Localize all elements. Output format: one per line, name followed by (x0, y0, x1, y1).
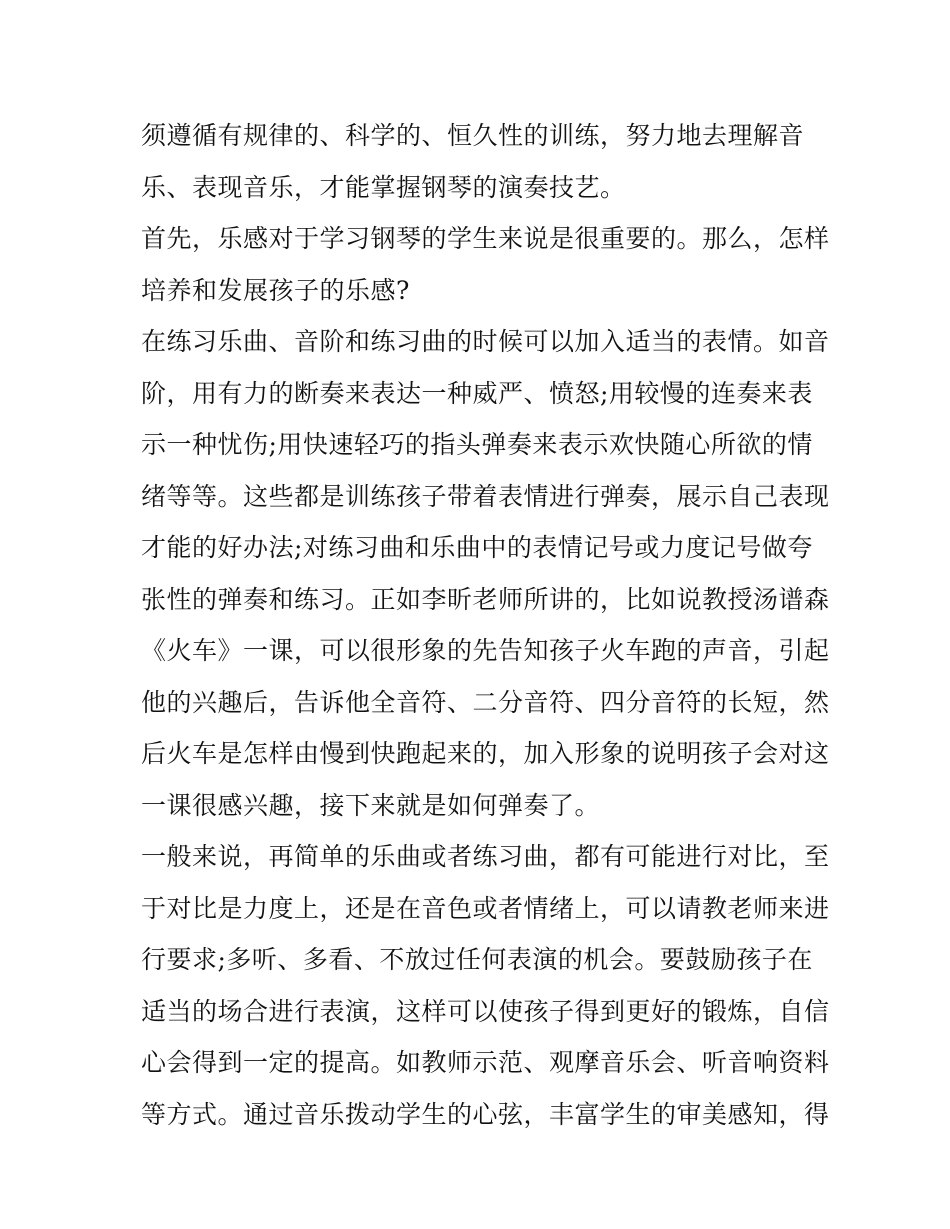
text-line: 他的兴趣后，告诉他全音符、二分音符、四分音符的长短，然 (141, 687, 830, 717)
text-line: 绪等等。这些都是训练孩子带着表情进行弹奏，展示自己表现 (141, 481, 830, 511)
text-line: 于对比是力度上，还是在音色或者情绪上，可以请教老师来进 (141, 893, 830, 923)
text-line: 后火车是怎样由慢到快跑起来的，加入形象的说明孩子会对这 (141, 739, 830, 768)
text-line: 心会得到一定的提高。如教师示范、观摩音乐会、听音响资料 (141, 1048, 830, 1077)
text-line: 在练习乐曲、音阶和练习曲的时候可以加入适当的表情。如音 (141, 327, 830, 356)
text-line: 行要求;多听、多看、不放过任何表演的机会。要鼓励孩子在 (141, 945, 813, 974)
text-line: 适当的场合进行表演，这样可以使孩子得到更好的锻炼，自信 (141, 996, 830, 1026)
text-line: 乐、表现音乐，才能掌握钢琴的演奏技艺。 (141, 172, 626, 202)
text-line: 示一种忧伤;用快速轻巧的指头弹奏来表示欢快随心所欲的情 (141, 430, 813, 459)
text-line: 《火车》一课，可以很形象的先告知孩子火车跑的声音，引起 (141, 636, 830, 665)
text-line: 培养和发展孩子的乐感? (141, 275, 410, 305)
text-line: 须遵循有规律的、科学的、恒久性的训练，努力地去理解音 (141, 121, 805, 150)
text-line: 等方式。通过音乐拨动学生的心弦，丰富学生的审美感知，得 (141, 1099, 830, 1129)
text-line: 首先，乐感对于学习钢琴的学生来说是很重要的。那么，怎样 (141, 224, 830, 253)
body-text (141, 110, 830, 1140)
text-line: 一般来说，再简单的乐曲或者练习曲，都有可能进行对比，至 (141, 842, 830, 871)
text-line: 阶，用有力的断奏来表达一种威严、愤怒;用较慢的连奏来表 (141, 378, 813, 408)
text-line: 一课很感兴趣，接下来就是如何弹奏了。 (141, 790, 601, 820)
text-line: 张性的弹奏和练习。正如李昕老师所讲的，比如说教授汤谱森 (141, 584, 830, 614)
text-line: 才能的好办法;对练习曲和乐曲中的表情记号或力度记号做夸 (141, 533, 813, 562)
